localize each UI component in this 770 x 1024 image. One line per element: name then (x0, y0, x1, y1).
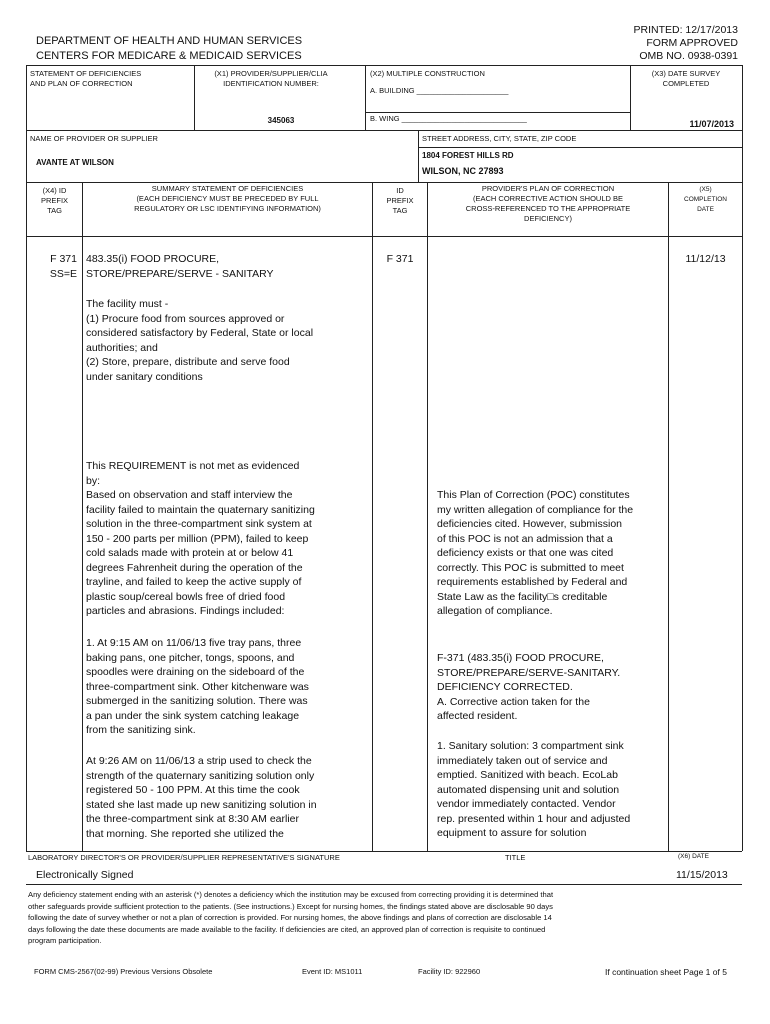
agency-name: CENTERS FOR MEDICARE & MEDICAID SERVICES (36, 50, 302, 62)
date-survey-label: (X3) DATE SURVEY COMPLETED (651, 69, 721, 88)
facility-id: Facility ID: 922960 (418, 967, 481, 976)
deficiency-tag: F 371 (50, 253, 77, 265)
form-approved: FORM APPROVED (646, 37, 738, 49)
statement-label: STATEMENT OF DEFICIENCIES AND PLAN OF CORRECTION (30, 69, 142, 88)
provider-id-label: (X1) PROVIDER/SUPPLIER/CLIA IDENTIFICATION NUMBER: (214, 69, 328, 88)
summary-column-header: SUMMARY STATEMENT OF DEFICIENCIES (EACH DEFICIENCY MUST BE PRECEDED BY FULL REGULATORY OR LSC IDENTIFYING INFORMATION) (134, 184, 321, 213)
form-number: FORM CMS-2567(02-99) Previous Versions Obsolete (34, 967, 213, 976)
regulation-text: The facility must - (1) Procure food from sources approved or considered satisfactory by Federal, State or local authorities; and (2) Store, prepare, distribute and serve food under sanitary conditions (86, 298, 314, 383)
plan-correction-heading: F-371 (483.35(i) FOOD PROCURE, STORE/PREPARE/SERVE-SANITARY. DEFICIENCY CORRECTED. A. Corrective action taken for the affected resident. (437, 652, 621, 722)
finding-2-text: At 9:26 AM on 11/06/13 a strip used to check the strength of the quaternary sanitizing solution only registered 50 - 100 PPM. At this time the cook stated she last made up new sanitizing solution in the three-compartment sink at 8:30 AM earlier that morning. She reported she utilized the (86, 755, 317, 840)
requirement-text: This REQUIREMENT is not met as evidenced by: Based on observation and staff interview the facility failed to maintain the quaternary sanitizing solution in the three-compartment sink system at 150 - 200 parts per million (PPM), failed to keep cold salads made with protein at or below 41 degrees Fahrenheit during the operation of the trayline, and failed to keep the active supply of plastic soup/cereal bowls free of dried food particles and abrasions. Findings included: (86, 460, 315, 617)
signature-label: LABORATORY DIRECTOR'S OR PROVIDER/SUPPLIER REPRESENTATIVE'S SIGNATURE (28, 853, 340, 862)
multiple-construction-label: (X2) MULTIPLE CONSTRUCTION (370, 69, 485, 78)
scope-severity: SS=E (49, 267, 77, 280)
deficiency-title: 483.35(i) FOOD PROCURE, STORE/PREPARE/SERVE - SANITARY (86, 253, 274, 280)
disclaimer-text: Any deficiency statement ending with an asterisk (*) denotes a deficiency which the institution may be excused from correcting providing it is determined that other safeguards provide sufficient protection to the patients. (See instructions.) Except for nursing homes, the findings stated above are disclosable 90 days following the date of survey whether or not a plan of correction is provided. For nursing homes, the above findings and plans of correction are disclosable 14 days following the date these documents are made available to the facility. If deficiencies are cited, an approved plan of correction is requisite to continued program participation. (28, 890, 554, 946)
building-field: A. BUILDING ______________________ (370, 86, 509, 95)
page-indicator: If continuation sheet Page 1 of 5 (605, 967, 727, 977)
provider-name-label: NAME OF PROVIDER OR SUPPLIER (30, 134, 158, 143)
provider-name: AVANTE AT WILSON (36, 158, 114, 167)
plan-corrective-action: 1. Sanitary solution: 3 compartment sink immediately taken out of service and emptied. Sanitized with beach. EcoLab automated dispensing unit and solution vendor immediately contacted. Vendor rep. presented within 1 hour and adjusted equipment to assure for solution (437, 740, 631, 839)
plan-column-header: PROVIDER'S PLAN OF CORRECTION (EACH CORRECTIVE ACTION SHOULD BE CROSS-REFERENCED TO THE APPROPRIATE DEFICIENCY) (465, 184, 631, 223)
omb-number: OMB NO. 0938-0391 (639, 50, 738, 62)
title-label: TITLE (505, 853, 526, 862)
department-name: DEPARTMENT OF HEALTH AND HUMAN SERVICES (36, 35, 303, 47)
x4-column-header: (X4) ID PREFIX TAG (40, 186, 69, 215)
plan-tag: F 371 (386, 253, 414, 265)
id-column-header: ID PREFIX TAG (386, 186, 414, 215)
completion-column-header: (X5) COMPLETION DATE (684, 186, 727, 213)
printed-date: PRINTED: 12/17/2013 (633, 24, 738, 36)
address-street: 1804 FOREST HILLS RD (422, 151, 514, 160)
signature-date: 11/15/2013 (676, 869, 728, 881)
event-id: Event ID: MS1011 (302, 967, 363, 976)
address-city: WILSON, NC 27893 (422, 166, 504, 176)
completion-date: 11/12/13 (685, 253, 726, 265)
signature-date-label: (X6) DATE (678, 853, 709, 860)
finding-1-text: 1. At 9:15 AM on 11/06/13 five tray pans, three baking pans, one pitcher, tongs, spoons, and spoodles were draining on the sideboard of the three-compartment sink. Other kitchenware was submerged in the sanitizing solution. There was a pan under the sink system catching leakage from the sanitizing sink. (86, 637, 309, 736)
address-label: STREET ADDRESS, CITY, STATE, ZIP CODE (422, 134, 577, 143)
provider-id-number: 345063 (267, 116, 295, 125)
wing-field: B. WING ______________________________ (370, 114, 527, 123)
signature-value: Electronically Signed (36, 869, 134, 881)
plan-statement: This Plan of Correction (POC) constitutes my written allegation of compliance for the deficiencies cited. However, submission of this POC is not an admission that a deficiency exists or that one was cited correctly. This POC is submitted to meet requirements established by Federal and State Law as the facility□s creditable allegation of compliance. (437, 489, 634, 617)
date-survey-value: 11/07/2013 (689, 119, 734, 129)
